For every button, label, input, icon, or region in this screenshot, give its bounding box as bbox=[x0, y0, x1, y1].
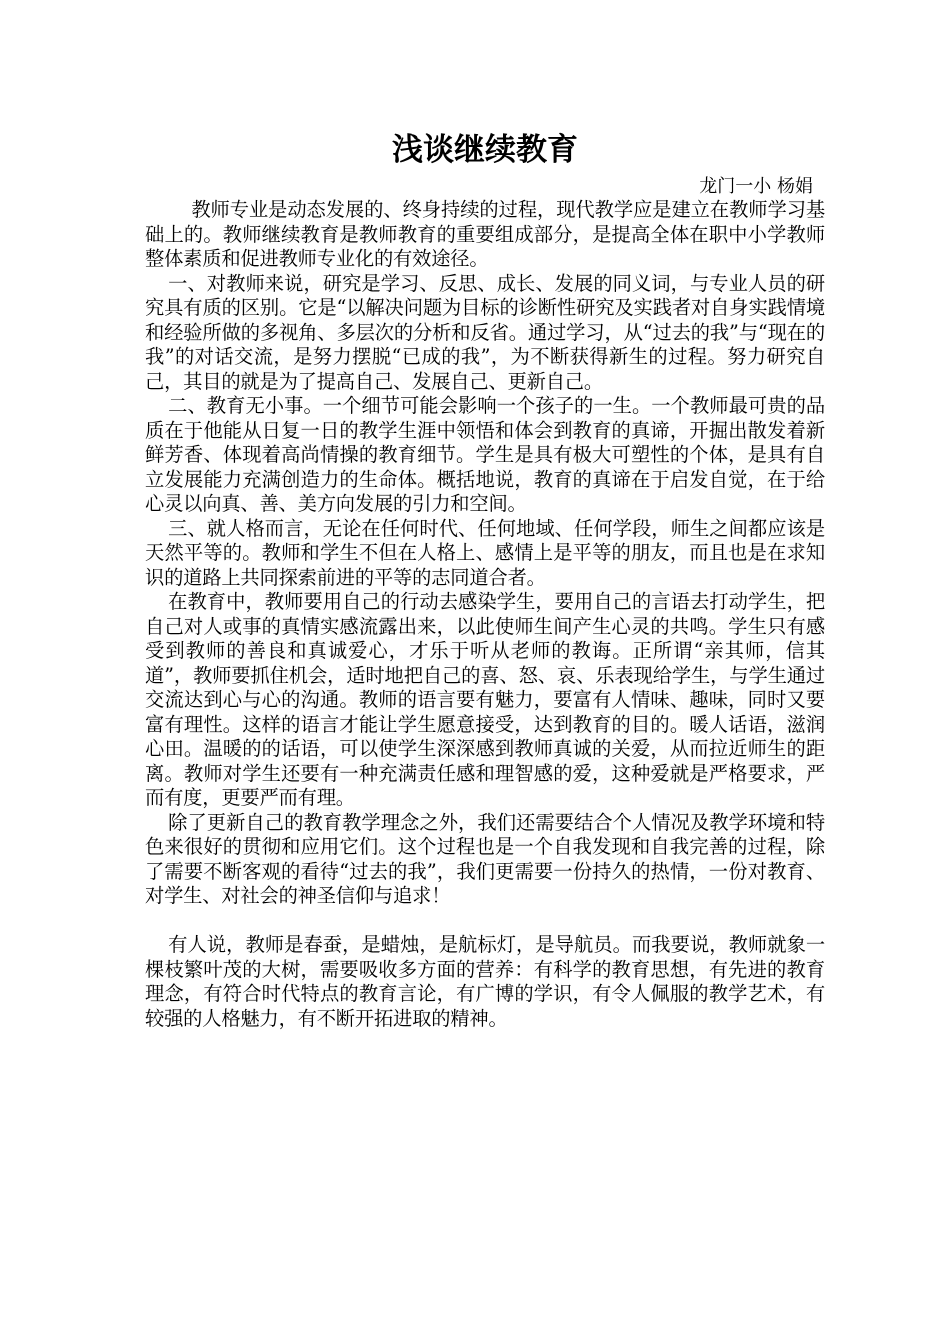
author-line: 龙门一小 杨娟 bbox=[699, 176, 813, 197]
paragraph-section-1: 一、对教师来说，研究是学习、反思、成长、发展的同义词，与专业人员的研究具有质的区别。它是“以解决问题为目标的诊断性研究及实践者对自身实践情境和经验所做的多视角、多层次的分析和反省。通过学习，从“过去的我”与“现在的我”的对话交流，是努力摆脱“已成的我”，为不断获得新生的过程。努力研究自己，其目的就是为了提高自己、发展自己、更新自己。 bbox=[145, 271, 825, 393]
paragraph-intro: 教师专业是动态发展的、终身持续的过程，现代教学应是建立在教师学习基础上的。教师继续教育是教师教育的重要组成部分，是提高全体在职中小学教师整体素质和促进教师专业化的有效途径。 bbox=[145, 198, 825, 270]
paragraph-spacer bbox=[145, 909, 825, 934]
paragraph-renewal: 除了更新自己的教育教学理念之外，我们还需要结合个人情况及教学环境和特色来很好的贯彻和应用它们。这个过程也是一个自我发现和自我完善的过程，除了需要不断客观的看待“过去的我”，我们更需要一份持久的热情，一份对教育、对学生、对社会的神圣信仰与追求！ bbox=[145, 810, 825, 907]
paragraph-education: 在教育中，教师要用自己的行动去感染学生，要用自己的言语去打动学生，把自己对人或事的真情实感流露出来，以此使师生间产生心灵的共鸣。学生只有感受到教师的善良和真诚爱心，才乐于听从老师的教诲。正所谓“亲其师，信其道”，教师要抓住机会，适时地把自己的喜、怒、哀、乐表现给学生，与学生通过交流达到心与心的沟通。教师的语言要有魅力，要富有人情味、趣味，同时又要富有理性。这样的语言才能让学生愿意接受，达到教育的目的。暖人话语，滋润心田。温暖的的话语，可以使学生深深感到教师真诚的关爱，从而拉近师生的距离。教师对学生还要有一种充满责任感和理智感的爱，这种爱就是严格要求，严而有度，更要严而有理。 bbox=[145, 590, 825, 809]
document-body bbox=[145, 198, 825, 1031]
paragraph-closing: 有人说，教师是春蚕，是蜡烛，是航标灯，是导航员。而我要说，教师就象一棵枝繁叶茂的大树，需要吸收多方面的营养：有科学的教育思想，有先进的教育理念，有符合时代特点的教育言论，有广博的学识，有令人佩服的教学艺术，有较强的人格魅力，有不断开拓进取的精神。 bbox=[145, 933, 825, 1030]
document-title: 浅谈继续教育 bbox=[392, 132, 578, 168]
paragraph-section-3: 三、就人格而言，无论在任何时代、任何地域、任何学段，师生之间都应该是天然平等的。教师和学生不但在人格上、感情上是平等的朋友，而且也是在求知识的道路上共同探索前进的平等的志同道合者。 bbox=[145, 516, 825, 589]
paragraph-section-2: 二、教育无小事。一个细节可能会影响一个孩子的一生。一个教师最可贵的品质在于他能从日复一日的教学生涯中领悟和体会到教育的真谛，开掘出散发着新鲜芳香、体现着高尚情操的教育细节。学生是具有极大可塑性的个体，是具有自立发展能力充满创造力的生命体。概括地说，教育的真谛在于启发自觉，在于给心灵以向真、善、美方向发展的引力和空间。 bbox=[145, 394, 825, 515]
